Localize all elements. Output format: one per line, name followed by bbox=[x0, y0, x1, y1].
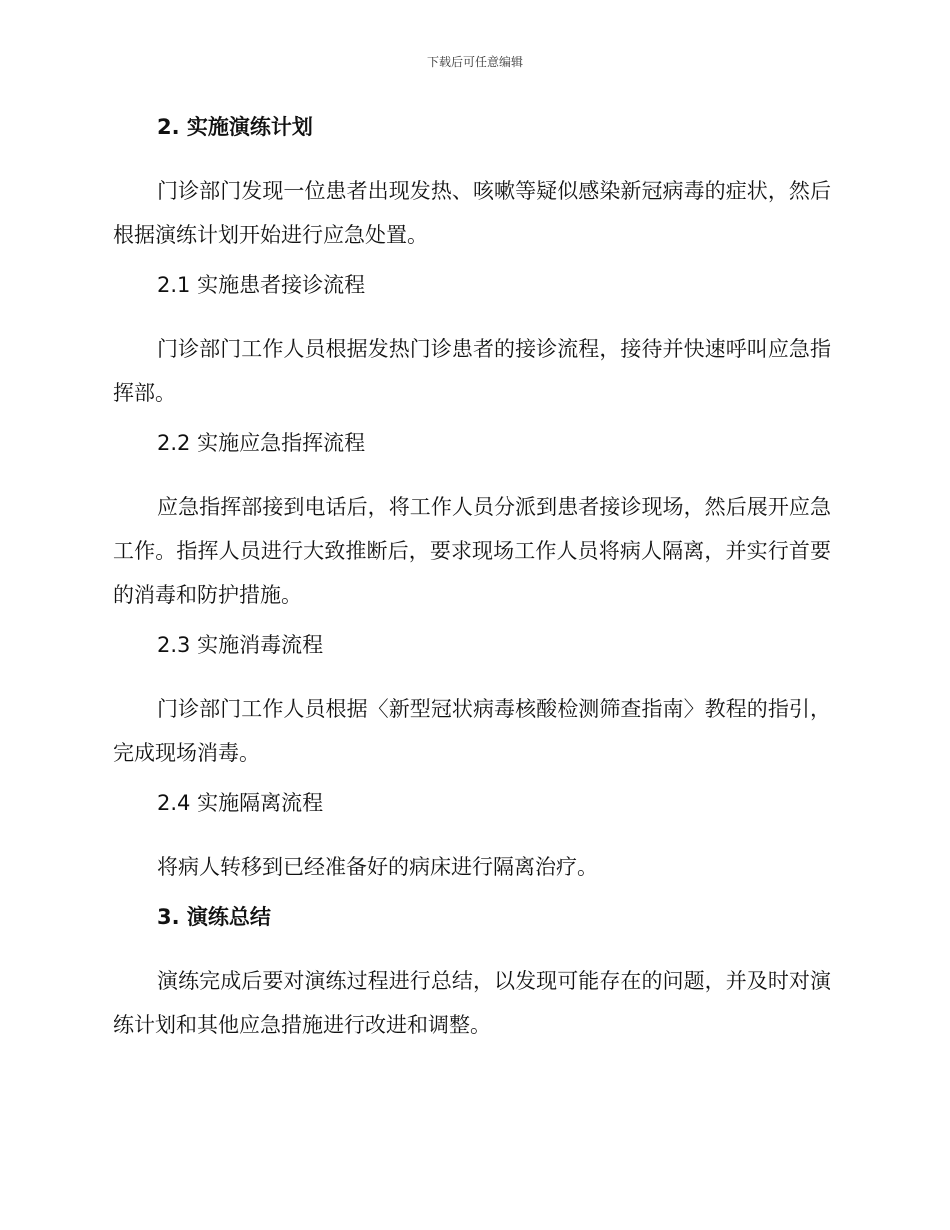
section-heading-3: 3. 演练总结 bbox=[157, 905, 271, 929]
paragraph-2-intro: 门诊部门发现一位患者出现发热、咳嗽等疑似感染新冠病毒的症状，然后根据演练计划开始进行应急处置。 bbox=[113, 179, 831, 247]
document-body bbox=[113, 112, 831, 1060]
subsection-heading-2-2: 2.2 实施应急指挥流程 bbox=[157, 431, 366, 455]
subsection-heading-2-1: 2.1 实施患者接诊流程 bbox=[157, 273, 366, 297]
page-header: 下载后可任意编辑 bbox=[426, 55, 523, 69]
paragraph-2-1: 门诊部门工作人员根据发热门诊患者的接诊流程，接待并快速呼叫应急指挥部。 bbox=[113, 337, 831, 405]
subsection-heading-2-4: 2.4 实施隔离流程 bbox=[157, 791, 324, 815]
subsection-heading-2-3: 2.3 实施消毒流程 bbox=[157, 633, 324, 657]
paragraph-2-2: 应急指挥部接到电话后，将工作人员分派到患者接诊现场，然后展开应急工作。指挥人员进行大致推断后，要求现场工作人员将病人隔离，并实行首要的消毒和防护措施。 bbox=[113, 495, 831, 607]
paragraph-2-3: 门诊部门工作人员根据〈新型冠状病毒核酸检测筛查指南〉教程的指引，完成现场消毒。 bbox=[113, 697, 831, 765]
paragraph-3: 演练完成后要对演练过程进行总结，以发现可能存在的问题，并及时对演练计划和其他应急措施进行改进和调整。 bbox=[113, 969, 831, 1037]
section-heading-2: 2. 实施演练计划 bbox=[157, 115, 313, 139]
paragraph-2-4: 将病人转移到已经准备好的病床进行隔离治疗。 bbox=[157, 855, 598, 879]
